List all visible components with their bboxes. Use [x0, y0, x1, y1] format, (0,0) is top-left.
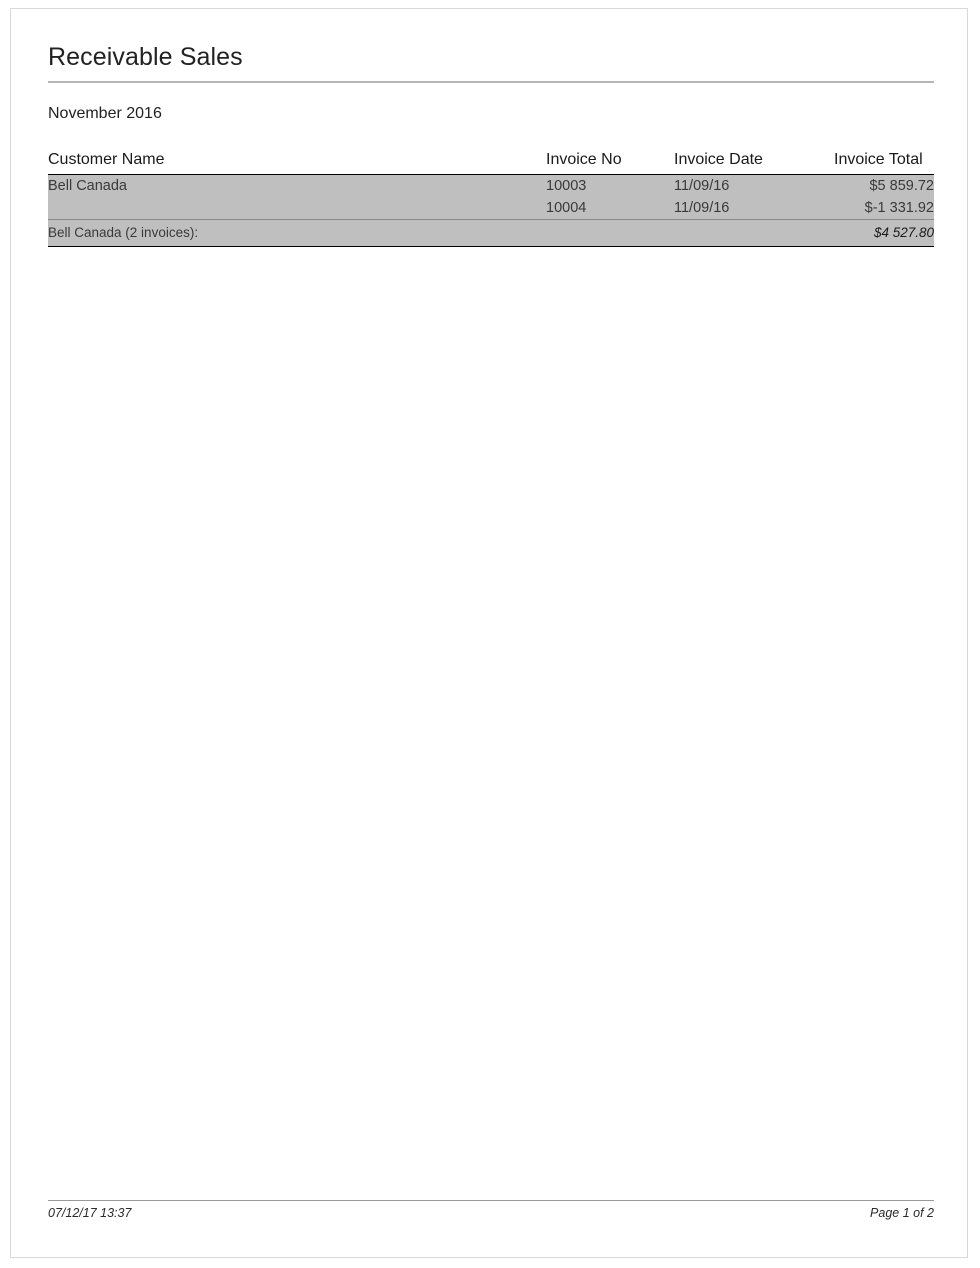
table-header: [48, 151, 934, 175]
cell-invoice-date: 11/09/16: [674, 199, 730, 216]
report-period: November 2016: [48, 104, 162, 122]
cell-customer-name: Bell Canada: [48, 177, 127, 194]
footer-timestamp: 07/12/17 13:37: [48, 1206, 132, 1220]
table-row: [48, 197, 934, 220]
cell-invoice-total: $-1 331.92: [864, 199, 934, 216]
cell-invoice-total: $5 859.72: [869, 177, 934, 194]
title-divider: [48, 81, 934, 83]
group-total-row: [48, 219, 934, 246]
group-total-value: $4 527.80: [834, 219, 934, 246]
footer-page-number: Page 1 of 2: [870, 1206, 934, 1220]
receivable-sales-table: [48, 151, 934, 247]
column-header-invoice-total: Invoice Total: [834, 151, 934, 175]
footer-line: [48, 1201, 934, 1220]
column-header-invoice-no: Invoice No: [546, 151, 674, 175]
cell-customer-name: [48, 197, 546, 220]
column-header-customer-name: Customer Name: [48, 151, 546, 175]
cell-invoice-no: 10003: [546, 177, 587, 194]
cell-invoice-date: 11/09/16: [674, 177, 730, 194]
table-row: [48, 174, 934, 197]
column-header-invoice-date: Invoice Date: [674, 151, 834, 175]
report-content: [48, 0, 934, 247]
group-total-label: Bell Canada (2 invoices):: [48, 219, 834, 246]
table-header-row: [48, 151, 934, 175]
page-title: Receivable Sales: [48, 43, 243, 71]
cell-invoice-no: 10004: [546, 199, 587, 216]
page-footer: [48, 1200, 934, 1220]
table-body: [48, 174, 934, 246]
